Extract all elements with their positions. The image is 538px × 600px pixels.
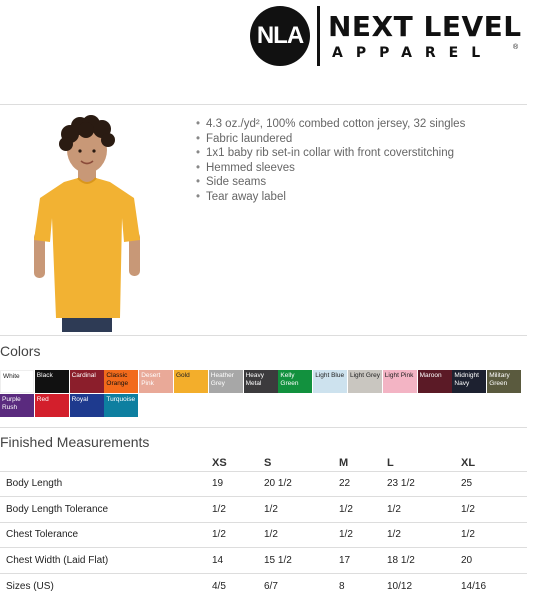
size-header: XS (212, 456, 227, 469)
table-cell: 1/2 (461, 522, 527, 548)
color-swatch-royal[interactable]: Royal (70, 394, 104, 417)
table-cell: 15 1/2 (264, 548, 339, 574)
table-cell: 8 (339, 573, 387, 599)
table-cell: 1/2 (387, 497, 461, 523)
measurements-table (0, 455, 527, 599)
table-cell: 1/2 (264, 497, 339, 523)
feature-item: • Hemmed sleeves (196, 161, 465, 176)
table-row (0, 471, 527, 497)
product-image (28, 114, 146, 332)
color-swatch-cardinal[interactable]: Cardinal (70, 370, 104, 393)
color-swatch-light-blue[interactable]: Light Blue (313, 370, 347, 393)
size-header: M (339, 456, 349, 469)
color-swatch-gold[interactable]: Gold (174, 370, 208, 393)
table-cell: 23 1/2 (387, 471, 461, 497)
row-label: Body Length Tolerance (0, 497, 212, 523)
table-cell: 6/7 (264, 573, 339, 599)
table-row (0, 522, 527, 548)
table-cell: 1/2 (339, 497, 387, 523)
table-cell: 25 (461, 471, 527, 497)
row-label: Chest Width (Laid Flat) (0, 548, 212, 574)
row-label: Body Length (0, 471, 212, 497)
table-row (0, 497, 527, 523)
color-swatch-purple-rush[interactable]: Purple Rush (0, 394, 34, 417)
measurements-title: Finished Measurements (0, 434, 150, 450)
table-cell: 14 (212, 548, 264, 574)
table-cell: 1/2 (212, 497, 264, 523)
table-cell: 20 1/2 (264, 471, 339, 497)
table-cell: 1/2 (264, 522, 339, 548)
table-cell: 17 (339, 548, 387, 574)
logo-divider (317, 6, 320, 66)
table-cell: 1/2 (212, 522, 264, 548)
table-row (0, 573, 527, 599)
table-cell: 20 (461, 548, 527, 574)
table-cell: 14/16 (461, 573, 527, 599)
brand-mark: NLA (250, 6, 310, 66)
feature-item: • 1x1 baby rib set-in collar with front coverstitching (196, 146, 465, 161)
color-swatch-maroon[interactable]: Maroon (418, 370, 452, 393)
color-swatch-light-grey[interactable]: Light Grey (348, 370, 382, 393)
size-header: XL (461, 456, 476, 469)
color-swatch-kelly-green[interactable]: Kelly Green (278, 370, 312, 393)
brand-name-bottom: APPAREL (332, 45, 494, 61)
color-swatch-heather-grey[interactable]: Heather Grey (209, 370, 243, 393)
table-cell: 18 1/2 (387, 548, 461, 574)
section-divider (0, 427, 527, 428)
table-cell: 1/2 (339, 522, 387, 548)
feature-item: • 4.3 oz./yd², 100% combed cotton jersey, 32 singles (196, 117, 465, 132)
section-divider (0, 335, 527, 336)
size-header-row (0, 455, 527, 471)
table-cell: 22 (339, 471, 387, 497)
table-cell: 10/12 (387, 573, 461, 599)
registered-mark: ® (513, 44, 519, 51)
table-cell: 1/2 (461, 497, 527, 523)
color-swatch-turquoise[interactable]: Turquoise (104, 394, 138, 417)
table-cell: 1/2 (387, 522, 461, 548)
color-swatch-desert-pink[interactable]: Desert Pink (139, 370, 173, 393)
size-header: S (264, 456, 272, 469)
row-label: Chest Tolerance (0, 522, 212, 548)
size-header-blank (0, 455, 212, 471)
table-cell: 4/5 (212, 573, 264, 599)
brand-name-top: NEXT LEVEL (328, 10, 522, 43)
table-cell: 19 (212, 471, 264, 497)
feature-item: • Fabric laundered (196, 132, 465, 147)
color-swatch-white[interactable]: White (0, 370, 34, 393)
table-row (0, 548, 527, 574)
color-swatch-classic-orange[interactable]: Classic Orange (104, 370, 138, 393)
color-swatch-red[interactable]: Red (35, 394, 69, 417)
header-divider (0, 104, 527, 105)
size-header: L (387, 456, 394, 469)
color-swatch-light-pink[interactable]: Light Pink (383, 370, 417, 393)
row-label: Sizes (US) (0, 573, 212, 599)
brand-logo (250, 4, 530, 66)
color-swatch-heavy-metal[interactable]: Heavy Metal (244, 370, 278, 393)
color-swatch-midnight-navy[interactable]: Midnight Navy (452, 370, 486, 393)
feature-list (196, 117, 465, 205)
feature-item: • Side seams (196, 175, 465, 190)
color-swatch-black[interactable]: Black (35, 370, 69, 393)
colors-title: Colors (0, 343, 41, 359)
color-swatch-military-green[interactable]: Military Green (487, 370, 521, 393)
feature-item: • Tear away label (196, 190, 465, 205)
